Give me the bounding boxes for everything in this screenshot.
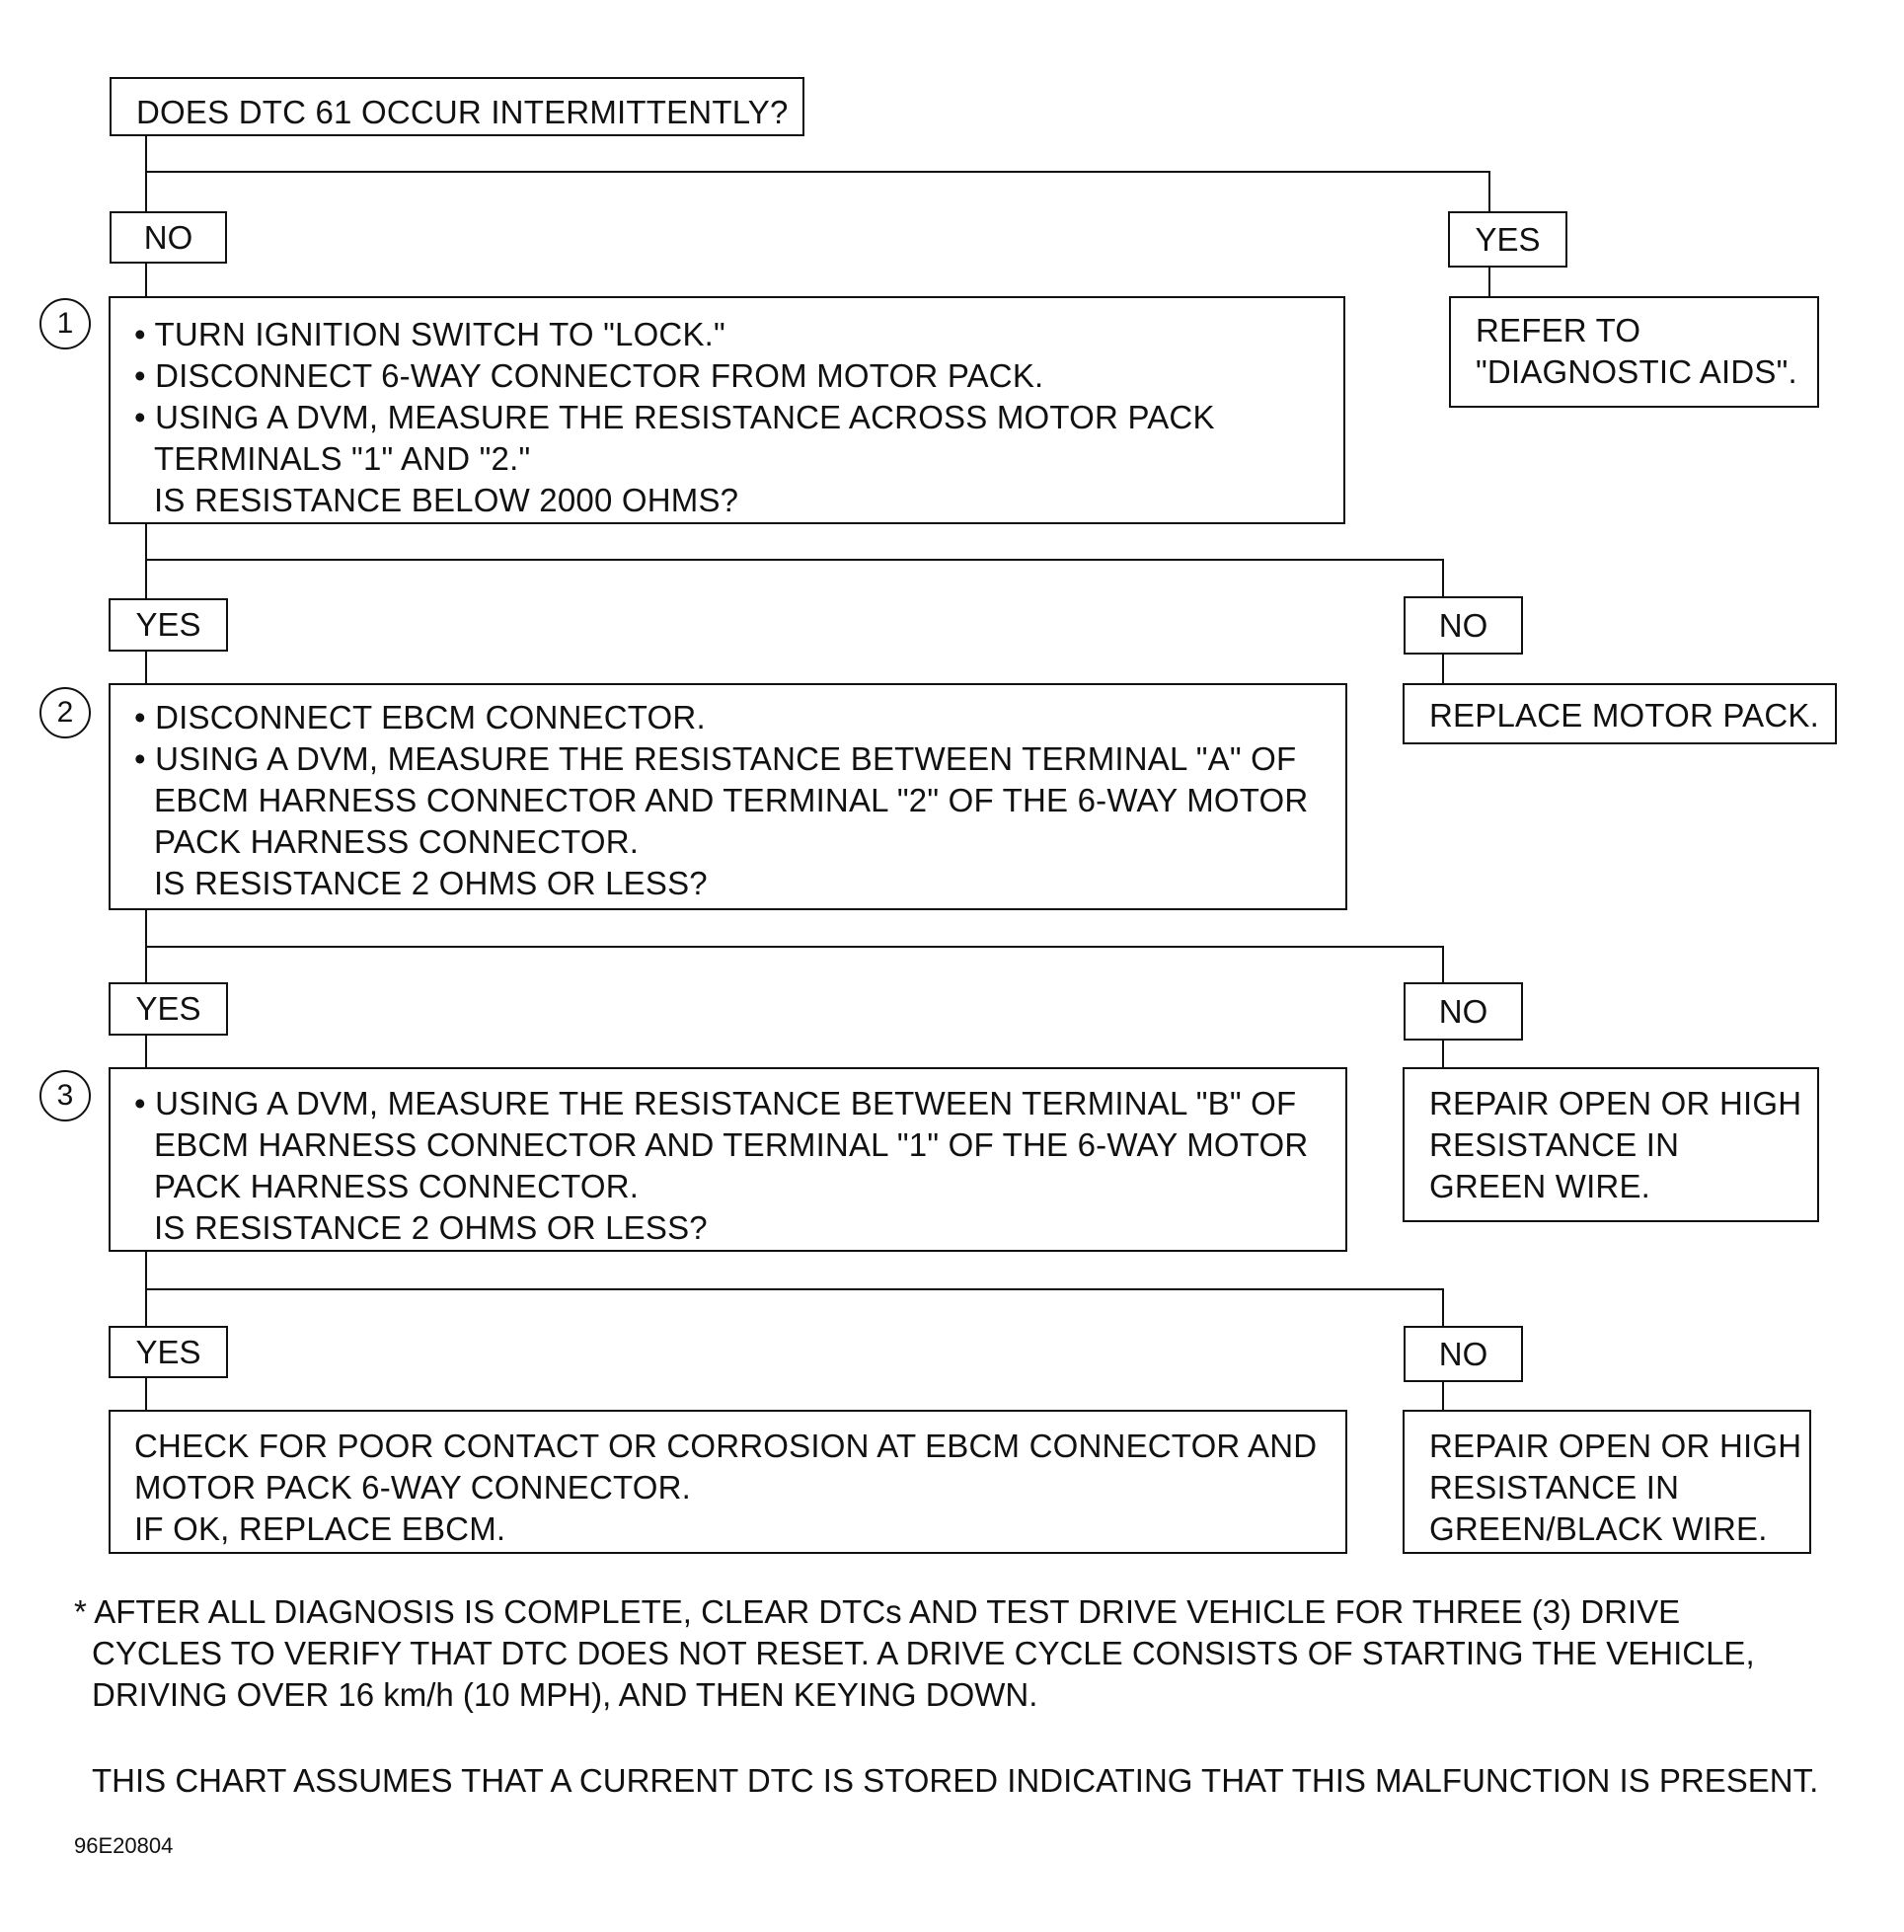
- label-yes-step3: YES: [109, 1326, 228, 1378]
- label-no-start: NO: [110, 211, 227, 264]
- step-3-continuation-2: PACK HARNESS CONNECTOR.: [154, 1168, 640, 1204]
- wire-step2-no: [146, 947, 1443, 982]
- step-2-box: [109, 683, 1347, 910]
- wire-step1-no: [146, 560, 1443, 596]
- step-3-marker: 3: [39, 1070, 91, 1121]
- step-3-question: IS RESISTANCE 2 OHMS OR LESS?: [154, 1209, 708, 1246]
- step-1-continuation: TERMINALS "1" AND "2.": [154, 440, 531, 477]
- step-1-question: IS RESISTANCE BELOW 2000 OHMS?: [154, 482, 739, 518]
- figure-code: 96E20804: [74, 1833, 174, 1858]
- diagnostic-aids-box: REFER TO "DIAGNOSTIC AIDS".: [1449, 296, 1819, 408]
- start-question-text: DOES DTC 61 OCCUR INTERMITTENTLY?: [136, 94, 789, 130]
- wire-start-yes: [146, 172, 1489, 211]
- step-1-bullet-2: • DISCONNECT 6-WAY CONNECTOR FROM MOTOR PACK.: [134, 355, 1343, 397]
- repair-green-black-wire-box: REPAIR OPEN OR HIGH RESISTANCE IN GREEN/BLACK WIRE.: [1403, 1410, 1811, 1554]
- step-3-continuation-1: EBCM HARNESS CONNECTOR AND TERMINAL "1" OF THE 6-WAY MOTOR: [154, 1126, 1309, 1163]
- footnote: [74, 1591, 1755, 1716]
- start-question-box: [110, 77, 804, 136]
- label-no-step3: NO: [1404, 1326, 1523, 1382]
- label-yes-step1: YES: [109, 598, 228, 652]
- label-yes-start: YES: [1448, 211, 1567, 268]
- step-2-bullet-2: • USING A DVM, MEASURE THE RESISTANCE BETWEEN TERMINAL "A" OF: [134, 738, 1345, 780]
- footnote-line-3: DRIVING OVER 16 km/h (10 MPH), AND THEN KEYING DOWN.: [92, 1676, 1038, 1713]
- step-2-bullet-1: • DISCONNECT EBCM CONNECTOR.: [134, 697, 1345, 738]
- step-1-bullet-1: • TURN IGNITION SWITCH TO "LOCK.": [134, 314, 1343, 355]
- step-2-question: IS RESISTANCE 2 OHMS OR LESS?: [154, 865, 708, 901]
- step-2-continuation-1: EBCM HARNESS CONNECTOR AND TERMINAL "2" OF THE 6-WAY MOTOR: [154, 782, 1309, 818]
- step-1-box: [109, 296, 1345, 524]
- wire-step3-no: [146, 1289, 1443, 1326]
- footnote-line-2: CYCLES TO VERIFY THAT DTC DOES NOT RESET. A DRIVE CYCLE CONSISTS OF STARTING THE VEHICLE,: [92, 1635, 1755, 1671]
- label-yes-step2: YES: [109, 982, 228, 1036]
- label-no-step2: NO: [1404, 982, 1523, 1041]
- step-2-continuation-2: PACK HARNESS CONNECTOR.: [154, 823, 640, 860]
- final-check-box: CHECK FOR POOR CONTACT OR CORROSION AT EBCM CONNECTOR AND MOTOR PACK 6-WAY CONNECTOR. IF OK, REPLACE EBCM.: [109, 1410, 1347, 1554]
- replace-motor-pack-box: REPLACE MOTOR PACK.: [1403, 683, 1837, 744]
- step-2-marker: 2: [39, 687, 91, 738]
- step-3-bullet-1: • USING A DVM, MEASURE THE RESISTANCE BETWEEN TERMINAL "B" OF: [134, 1083, 1345, 1124]
- step-1-bullet-3: • USING A DVM, MEASURE THE RESISTANCE ACROSS MOTOR PACK: [134, 397, 1343, 438]
- step-1-marker: 1: [39, 298, 91, 349]
- chart-assumption-note: THIS CHART ASSUMES THAT A CURRENT DTC IS STORED INDICATING THAT THIS MALFUNCTION IS PRESENT.: [92, 1762, 1819, 1799]
- footnote-line-1: * AFTER ALL DIAGNOSIS IS COMPLETE, CLEAR DTCs AND TEST DRIVE VEHICLE FOR THREE (3) DRIVE: [74, 1593, 1681, 1630]
- repair-green-wire-box: REPAIR OPEN OR HIGH RESISTANCE IN GREEN WIRE.: [1403, 1067, 1819, 1222]
- step-3-box: [109, 1067, 1347, 1252]
- label-no-step1: NO: [1404, 596, 1523, 655]
